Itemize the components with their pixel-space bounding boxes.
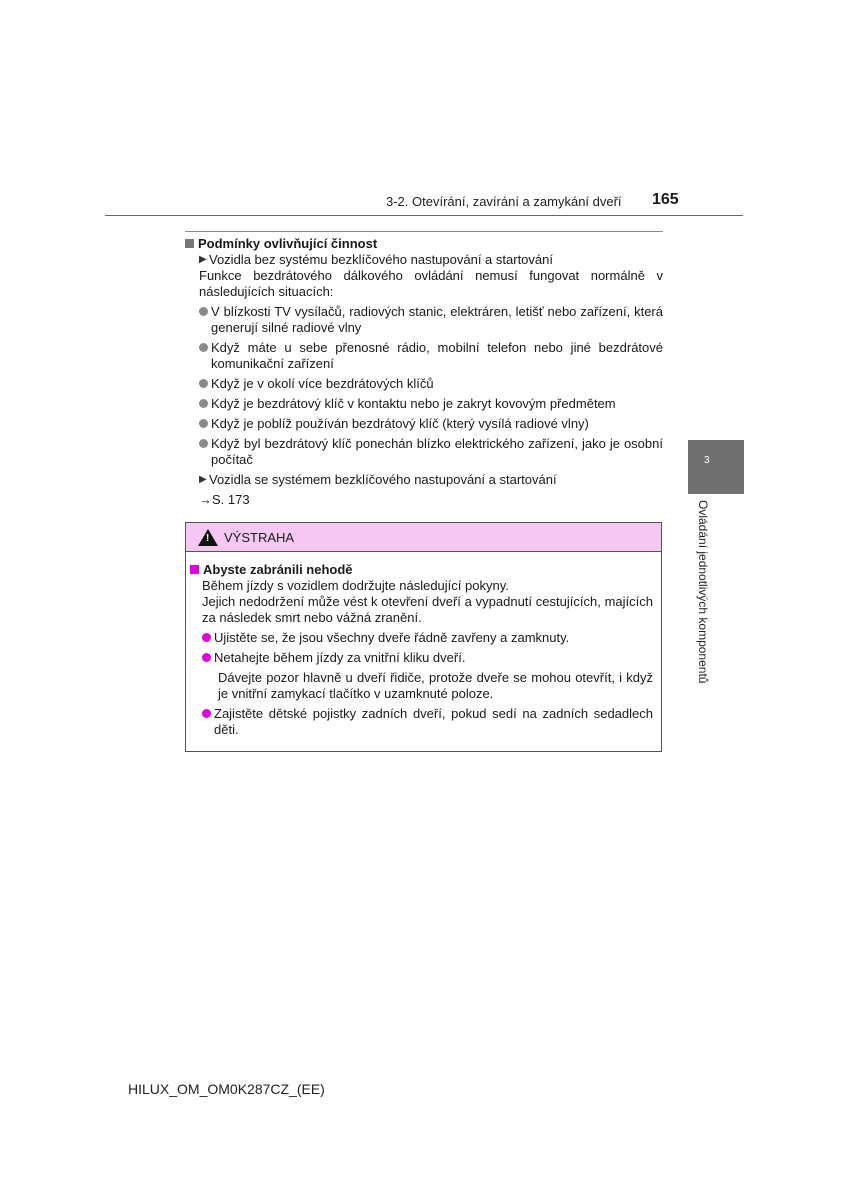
circle-bullet-icon	[199, 379, 208, 388]
circle-bullet-icon	[199, 307, 208, 316]
circle-bullet-icon	[199, 419, 208, 428]
chapter-title: Ovládání jednotlivých komponentů	[696, 500, 710, 684]
subheading-text: Vozidla se systémem bezklíčového nastupování a startování	[209, 472, 557, 487]
document-code: HILUX_OM_OM0K287CZ_(EE)	[128, 1081, 325, 1097]
list-item: Když máte u sebe přenosné rádio, mobilní telefon nebo jiné bezdrátové komunikační zařízení	[185, 340, 663, 372]
warning-note: Dávejte pozor hlavně u dveří řidiče, protože dveře se mohou otevřít, i když je vnitřní zamykací tlačítko v uzamknuté poloze.	[218, 670, 653, 701]
list-item: Netahejte během jízdy za vnitřní kliku dveří.	[190, 650, 653, 666]
list-item: Když je v okolí více bezdrátových klíčů	[185, 376, 663, 392]
chapter-tab	[688, 440, 744, 494]
circle-bullet-icon	[199, 343, 208, 352]
content-divider	[185, 231, 663, 232]
warning-box	[185, 522, 662, 752]
heading-text: Podmínky ovlivňující činnost	[198, 236, 378, 251]
header-divider	[105, 215, 743, 216]
subheading-without-keyless	[185, 252, 663, 268]
subheading-text: Vozidla bez systému bezklíčového nastupování a startování	[209, 252, 553, 267]
triangle-right-icon: ▶	[199, 254, 207, 265]
list-item: Ujistěte se, že jsou všechny dveře řádně zavřeny a zamknuty.	[190, 630, 653, 646]
list-item: Když byl bezdrátový klíč ponechán blízko elektrického zařízení, jako je osobní počítač	[185, 436, 663, 468]
list-item: Když je poblíž používán bezdrátový klíč (který vysílá radiové vlny)	[185, 416, 663, 432]
subheading-with-keyless	[185, 472, 663, 488]
circle-bullet-icon	[202, 653, 211, 662]
square-bullet-icon	[190, 565, 199, 574]
section-title: 3-2. Otevírání, zavírání a zamykání dveří	[386, 194, 622, 209]
warning-header	[186, 523, 661, 552]
list-item: Když je bezdrátový klíč v kontaktu nebo je zakryt kovovým předmětem	[185, 396, 663, 412]
warning-title: VÝSTRAHA	[224, 529, 295, 545]
chapter-number: 3	[704, 455, 710, 466]
list-item: Zajistěte dětské pojistky zadních dveří, pokud sedí na zadních sedadlech děti.	[190, 706, 653, 738]
page-number: 165	[652, 191, 679, 208]
intro-paragraph: Funkce bezdrátového dálkového ovládání nemusí fungovat normálně v následujících situacích:	[199, 268, 663, 299]
circle-bullet-icon	[199, 399, 208, 408]
section-heading	[185, 236, 663, 252]
warning-heading	[190, 562, 653, 578]
list-item: V blízkosti TV vysílačů, radiových stanic, elektráren, letišť nebo zařízení, která generují silné radiové vlny	[185, 304, 663, 336]
warning-heading-text: Abyste zabránili nehodě	[203, 562, 353, 577]
page-reference-link[interactable]: →S. 173	[199, 492, 250, 507]
circle-bullet-icon	[202, 709, 211, 718]
square-bullet-icon	[185, 239, 194, 248]
warning-paragraph: Během jízdy s vozidlem dodržujte následující pokyny.	[202, 578, 509, 593]
triangle-right-icon: ▶	[199, 474, 207, 485]
warning-paragraph: Jejich nedodržení může vést k otevření dveří a vypadnutí cestujících, majících za následek smrt nebo vážná zranění.	[202, 594, 653, 625]
circle-bullet-icon	[199, 439, 208, 448]
warning-body	[186, 552, 661, 738]
circle-bullet-icon	[202, 633, 211, 642]
main-content	[185, 236, 663, 508]
warning-triangle-icon: !	[198, 529, 218, 546]
